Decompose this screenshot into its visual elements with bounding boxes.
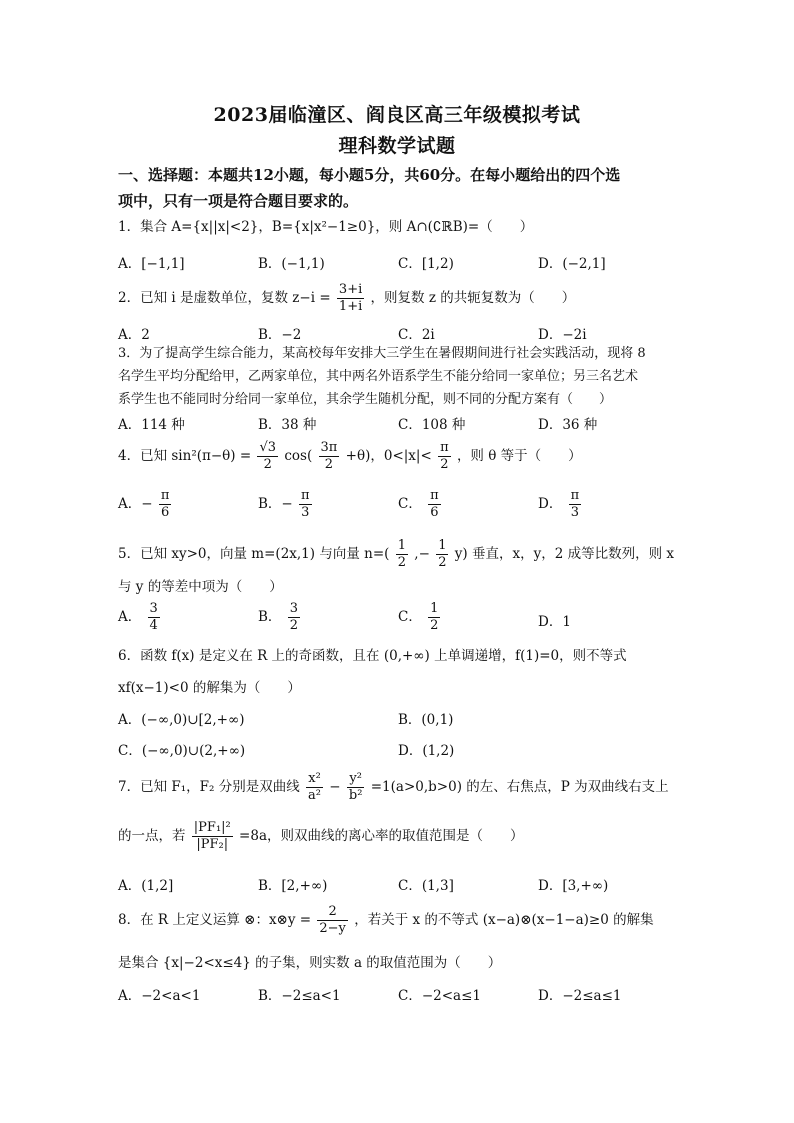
q4-option-a-frac <box>159 488 172 521</box>
q5-opt-b-den: 2 <box>289 618 298 633</box>
q4-option-b-label: B．− <box>258 496 293 512</box>
q7-frac3 <box>192 820 233 853</box>
q4-opt-b-num: π <box>301 488 310 503</box>
q8-option-c: C．−2<a≤1 <box>398 988 481 1004</box>
section-heading-line2: 项中，只有一项是符合题目要求的。 <box>118 192 359 210</box>
q8-line-2: 是集合 {x|−2<x≤4} 的子集，则实数 a 的取值范围为（ ） <box>118 955 502 971</box>
q4-option-a <box>118 488 173 521</box>
q7-option-b: B．[2,+∞) <box>258 878 328 894</box>
q5-option-d: D．1 <box>538 614 571 630</box>
q6-line-2: xf(x−1)<0 的解集为（ ） <box>118 680 301 696</box>
q5-frac1 <box>396 538 408 571</box>
q7-frac2-num: y² <box>347 771 365 788</box>
q7-line2-b: =8a，则双曲线的离心率的取值范围是（ ） <box>239 828 524 844</box>
exam-subtitle: 理科数学试题 <box>338 135 456 157</box>
q7-stem-a: 7．已知 F₁，F₂ 分别是双曲线 <box>118 779 300 795</box>
q5-option-c-frac <box>428 601 440 634</box>
q6-line-1: 6．函数 f(x) 是定义在 R 上的奇函数，且在 (0,+∞) 上单调递增，f(1)=0，则不等式 <box>118 648 627 664</box>
q6-option-c: C．(−∞,0)∪(2,+∞) <box>118 743 246 759</box>
question-4-stem <box>118 440 690 473</box>
q3-option-b: B．38 种 <box>258 417 317 433</box>
exam-title: 2023届临潼区、阎良区高三年级模拟考试 <box>213 104 581 126</box>
q2-frac-num: 3+i <box>338 282 363 297</box>
q3-option-a: A．114 种 <box>118 417 185 433</box>
question-7-stem <box>118 771 690 804</box>
q8-fraction <box>317 904 348 937</box>
q8-frac-num: 2 <box>317 904 348 921</box>
question-2-stem <box>118 282 690 315</box>
q7-option-d: D．[3,+∞) <box>538 878 609 894</box>
q5-opt-b-num: 3 <box>289 601 298 616</box>
q4-option-d-frac <box>569 488 582 521</box>
q5-option-c-label: C． <box>398 609 422 625</box>
q5-frac2-num: 1 <box>438 538 447 553</box>
q7-frac3-den: |PF₂| <box>196 837 229 852</box>
q7-frac1 <box>306 771 323 804</box>
q8-option-b: B．−2≤a<1 <box>258 988 341 1004</box>
q2-option-b: B．−2 <box>258 327 302 343</box>
q5-stem-a: 5．已知 xy>0，向量 m=(2x,1) 与向量 n=( <box>118 546 390 562</box>
q6-option-b: B．(0,1) <box>398 712 454 728</box>
q3-option-c: C．108 种 <box>398 417 466 433</box>
q5-option-b-frac <box>288 601 300 634</box>
q7-line-2 <box>118 820 690 853</box>
q5-frac1-den: 2 <box>397 555 406 570</box>
q4-option-b-frac <box>299 488 312 521</box>
q4-option-b <box>258 488 314 521</box>
q4-opt-c-num: π <box>430 488 439 503</box>
q4-option-c-frac <box>428 488 441 521</box>
q5-stem-c: y) 垂直，x，y，2 成等比数列，则 x <box>454 546 674 562</box>
q7-frac2 <box>347 771 365 804</box>
q5-opt-a-num: 3 <box>149 601 158 616</box>
q6-option-a: A．(−∞,0)∪[2,+∞) <box>118 712 245 728</box>
q4-option-d-label: D． <box>538 496 563 512</box>
q4-opt-d-den: 3 <box>570 505 580 520</box>
q8-stem-a: 8．在 R 上定义运算 ⊗：x⊗y = <box>118 912 312 928</box>
q4-stem-b: cos( <box>284 448 313 464</box>
q1-option-d: D．(−2,1] <box>538 256 606 272</box>
q4-stem-d: ，则 θ 等于（ ） <box>456 448 582 464</box>
q8-frac-den: 2−y <box>319 921 346 936</box>
q8-option-d: D．−2≤a≤1 <box>538 988 622 1004</box>
q1-option-b: B．(−1,1) <box>258 256 325 272</box>
question-5-stem <box>118 538 690 571</box>
q4-frac3-den: 2 <box>440 457 449 472</box>
q4-frac1-den: 2 <box>263 457 272 472</box>
q3-line-2: 名学生平均分配给甲，乙两家单位，其中两名外语系学生不能分给同一家单位；另三名艺术 <box>118 369 639 384</box>
q5-option-b <box>258 601 302 634</box>
q5-opt-a-den: 4 <box>149 618 158 633</box>
q7-frac1-den: a² <box>308 788 321 803</box>
q4-frac3-num: π <box>440 440 449 455</box>
q7-frac2-den: b² <box>348 788 363 803</box>
question-8-stem <box>118 904 690 937</box>
q8-stem-b: ，若关于 x 的不等式 (x−a)⊗(x−1−a)≥0 的解集 <box>354 912 654 928</box>
q5-option-a <box>118 601 162 634</box>
q4-opt-d-num: π <box>570 488 580 503</box>
q1-option-c: C．[1,2) <box>398 256 454 272</box>
q2-frac-den: 1+i <box>338 299 363 314</box>
q2-option-d: D．−2i <box>538 327 587 343</box>
q4-opt-a-den: 6 <box>160 505 170 520</box>
q4-opt-b-den: 3 <box>301 505 310 520</box>
q4-opt-c-den: 6 <box>430 505 439 520</box>
q5-option-b-label: B． <box>258 609 282 625</box>
q5-frac2-den: 2 <box>438 555 447 570</box>
q7-frac1-num: x² <box>306 771 323 788</box>
q6-option-d: D．(1,2) <box>398 743 455 759</box>
q7-frac3-num: |PF₁|² <box>193 820 231 835</box>
q5-frac2 <box>436 538 448 571</box>
q1-option-a: A．[−1,1] <box>118 256 185 272</box>
q2-stem-b: ，则复数 z 的共轭复数为（ ） <box>370 290 576 306</box>
q4-frac1 <box>257 440 278 473</box>
question-1-stem: 1．集合 A={x||x|<2}，B={x|x²−1≥0}，则 A∩(∁ℝB)=（ ） <box>118 219 534 235</box>
q5-option-a-frac <box>148 601 160 634</box>
q5-line-2: 与 y 的等差中项为（ ） <box>118 579 283 595</box>
q4-frac2-num: 3π <box>320 440 338 455</box>
q4-option-c <box>398 488 443 521</box>
q7-option-c: C．(1,3] <box>398 878 454 894</box>
q5-opt-c-num: 1 <box>430 601 439 616</box>
q4-frac1-num: √3 <box>259 440 277 455</box>
q4-option-c-label: C． <box>398 496 422 512</box>
q5-frac1-num: 1 <box>397 538 406 553</box>
q4-frac2 <box>319 440 340 473</box>
q4-frac2-den: 2 <box>324 457 334 472</box>
q4-option-a-label: A．− <box>118 496 153 512</box>
q5-stem-b: ,− <box>414 546 430 562</box>
q7-stem-b: − <box>329 779 341 795</box>
q8-option-a: A．−2<a<1 <box>118 988 201 1004</box>
q7-line2-a: 的一点，若 <box>118 828 186 844</box>
q7-stem-c: =1(a>0,b>0) 的左、右焦点，P 为双曲线右支上 <box>370 779 669 795</box>
q3-line-1: 3．为了提高学生综合能力，某高校每年安排大三学生在暑假期间进行社会实践活动，现将 8 <box>118 346 646 361</box>
q4-stem-a: 4．已知 sin²(π−θ) = <box>118 448 252 464</box>
section-heading-line1: 一、选择题：本题共12小题，每小题5分，共60分。在每小题给出的四个选 <box>118 166 621 184</box>
q2-fraction <box>337 282 364 315</box>
q2-option-c: C．2i <box>398 327 435 343</box>
q2-stem-a: 2．已知 i 是虚数单位，复数 z−i = <box>118 290 331 306</box>
q4-opt-a-num: π <box>160 488 170 503</box>
q2-option-a: A．2 <box>118 327 150 343</box>
q4-option-d <box>538 488 583 521</box>
q5-option-c <box>398 601 442 634</box>
q4-stem-c: +θ)，0<|x|< <box>345 448 432 464</box>
q5-opt-c-den: 2 <box>430 618 439 633</box>
q4-frac3 <box>438 440 451 473</box>
q5-option-a-label: A． <box>118 609 142 625</box>
q3-option-d: D．36 种 <box>538 417 598 433</box>
q3-line-3: 系学生也不能同时分给同一家单位，其余学生随机分配，则不同的分配方案有（ ） <box>118 392 613 407</box>
q7-option-a: A．(1,2] <box>118 878 174 894</box>
